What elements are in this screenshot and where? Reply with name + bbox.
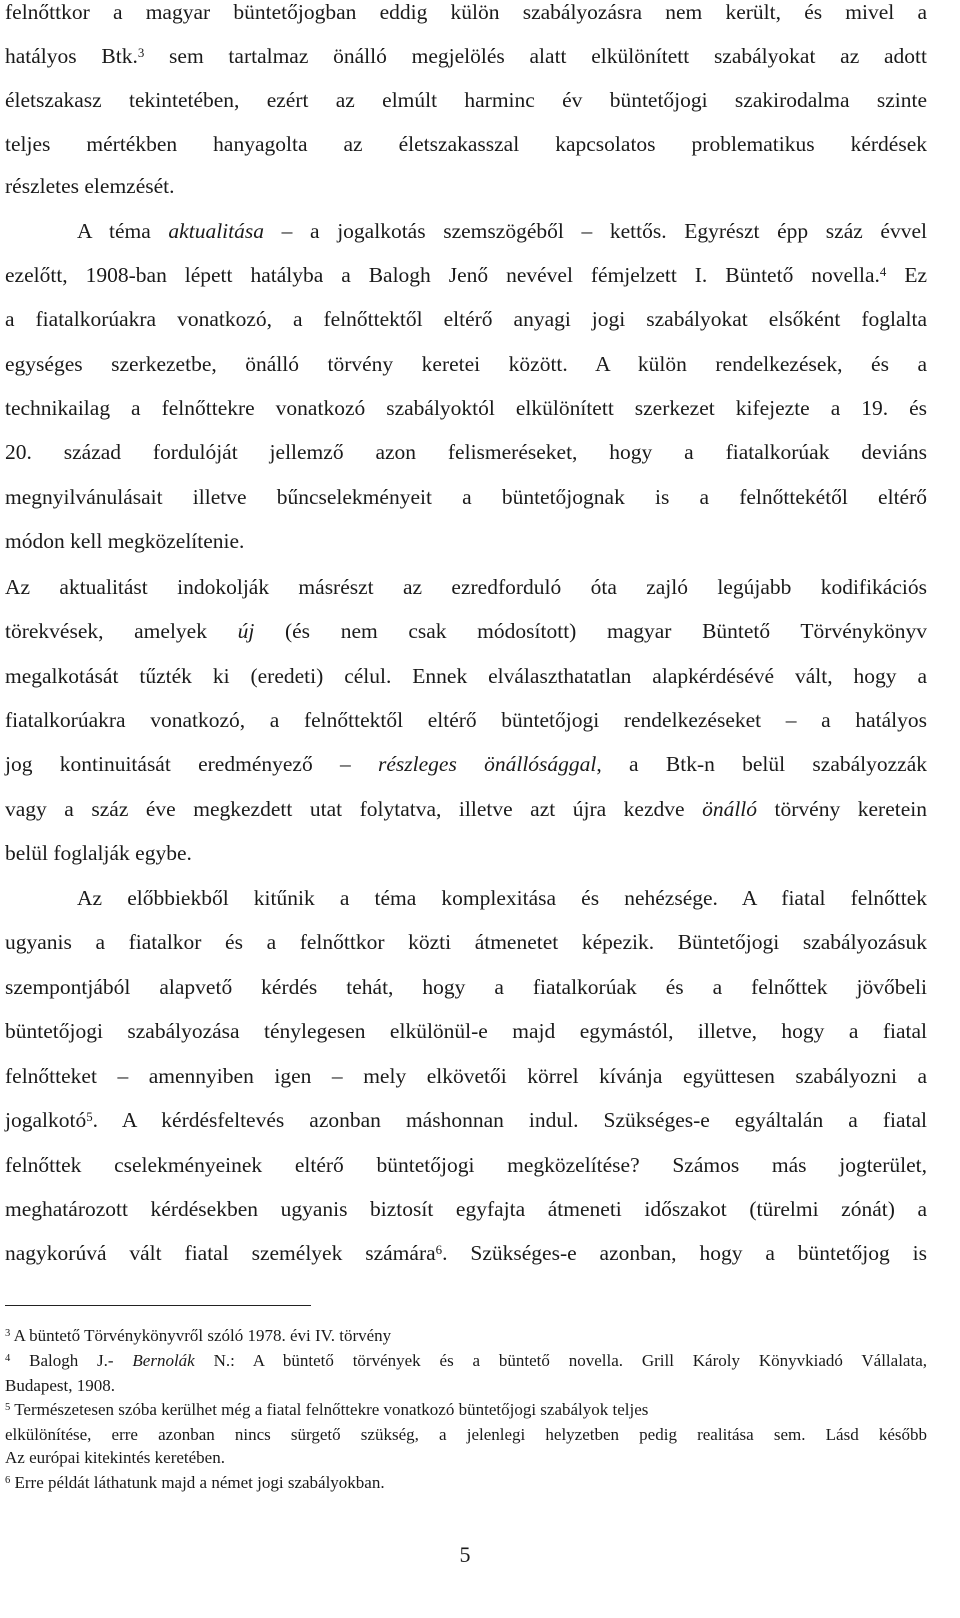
text: nagykorúvá vált fiatal személyek számára bbox=[5, 1241, 436, 1265]
emphasis: Bernolák bbox=[132, 1351, 195, 1370]
body-line bbox=[5, 1015, 927, 1047]
body-line bbox=[5, 170, 927, 202]
body-line bbox=[5, 926, 927, 958]
text: A téma bbox=[77, 219, 169, 243]
body-line bbox=[5, 436, 927, 468]
footnote-separator bbox=[5, 1305, 311, 1306]
body-line bbox=[5, 84, 927, 116]
body-line bbox=[77, 215, 927, 247]
text: ugyanis a fiatalkor és a felnőttkor közti átmenetet képezik. Büntetőjogi szabályozásuk bbox=[5, 930, 927, 954]
footnote-text: Természetesen szóba kerülhet még a fiatal felnőttekre vonatkozó büntetőjogi szabályok teljes bbox=[10, 1400, 649, 1419]
text: Az aktualitást indokolják másrészt az ezredforduló óta zajló legújabb kodifikációs bbox=[5, 575, 927, 599]
text: módon kell megközelítenie. bbox=[5, 529, 245, 553]
text: Az előbbiekből kitűnik a téma komplexitása és nehézsége. A fiatal felnőttek bbox=[77, 886, 927, 910]
body-line bbox=[5, 128, 927, 160]
text: teljes mértékben hanyagolta az életszakasszal kapcsolatos problematikus kérdések bbox=[5, 132, 927, 156]
footnote-number: 6 bbox=[5, 1475, 11, 1487]
body-line bbox=[5, 704, 927, 736]
text: szempontjából alapvető kérdés tehát, hogy a fiatalkorúak és a felnőttek jövőbeli bbox=[5, 975, 927, 999]
footnote-text: A büntető Törvénykönyvről szóló 1978. évi IV. törvény bbox=[10, 1326, 392, 1345]
body-line bbox=[5, 40, 927, 72]
footnote-5-cont bbox=[5, 1424, 927, 1446]
footnote-number: 5 bbox=[5, 1402, 11, 1414]
text: felnőttek cselekményeinek eltérő büntetőjogi megközelítése? Számos más jogterület, bbox=[5, 1153, 927, 1177]
footnote-5-cont bbox=[5, 1447, 927, 1469]
footnote-6 bbox=[5, 1472, 927, 1494]
body-line bbox=[5, 615, 927, 647]
body-line bbox=[5, 1060, 927, 1092]
footnote-ref[interactable]: 5 bbox=[86, 1110, 93, 1125]
text: törekvések, amelyek bbox=[5, 619, 238, 643]
footnote-text: Budapest, 1908. bbox=[5, 1376, 116, 1395]
body-line bbox=[5, 1149, 927, 1181]
footnote-number: 3 bbox=[5, 1328, 11, 1340]
text: életszakasz tekintetében, ezért az elmúlt harminc év büntetőjogi szakirodalma szinte bbox=[5, 88, 927, 112]
text: büntetőjogi szabályozása ténylegesen elkülönül-e majd egymástól, illetve, hogy a fiatal bbox=[5, 1019, 927, 1043]
footnote-ref[interactable]: 6 bbox=[435, 1243, 443, 1258]
footnote-3 bbox=[5, 1325, 927, 1347]
text: fiatalkorúakra vonatkozó, a felnőttektől eltérő büntetőjogi rendelkezéseket – a hatályos bbox=[5, 708, 927, 732]
text: részletes elemzését. bbox=[5, 174, 175, 198]
body-line bbox=[77, 882, 927, 914]
text: Ez bbox=[886, 263, 927, 287]
body-line bbox=[5, 303, 927, 335]
footnote-text: Balogh J.- bbox=[10, 1351, 133, 1370]
emphasis: új bbox=[237, 619, 255, 643]
text: (és nem csak módosított) magyar Büntető Törvénykönyv bbox=[254, 619, 927, 643]
text: meghatározott kérdésekben ugyanis biztosít egyfajta átmeneti időszakot (türelmi zónát) a bbox=[5, 1197, 927, 1221]
emphasis: részleges önállósággal bbox=[378, 752, 597, 776]
footnote-4 bbox=[5, 1350, 927, 1372]
body-line bbox=[5, 793, 927, 825]
body-line bbox=[5, 571, 927, 603]
footnote-text: Az európai kitekintés keretében. bbox=[5, 1448, 225, 1467]
body-line bbox=[5, 392, 927, 424]
text: jogalkotó bbox=[5, 1108, 87, 1132]
footnote-4-cont bbox=[5, 1375, 927, 1397]
text: törvény keretein bbox=[757, 797, 927, 821]
emphasis: önálló bbox=[702, 797, 758, 821]
body-line bbox=[5, 481, 927, 513]
text: sem tartalmaz önálló megjelölés alatt elkülönített szabályokat az adott bbox=[144, 44, 927, 68]
text: , a Btk-n belül szabályozzák bbox=[596, 752, 928, 776]
text: ezelőtt, 1908-ban lépett hatályba a Balogh Jenő nevével fémjelzett I. Büntető novella. bbox=[5, 263, 880, 287]
text: . Szükséges-e azonban, hogy a büntetőjog is bbox=[442, 1241, 927, 1265]
footnote-text: Erre példát láthatunk majd a német jogi szabályokban. bbox=[10, 1473, 385, 1492]
text: vagy a száz éve megkezdett utat folytatva, illetve azt újra kezdve bbox=[5, 797, 703, 821]
text: felnőtteket – amennyiben igen – mely elkövetői körrel kívánja együttesen szabályozni a bbox=[5, 1064, 927, 1088]
text: a fiatalkorúakra vonatkozó, a felnőttektől eltérő anyagi jogi szabályokat elsőként foglalta bbox=[5, 307, 927, 331]
body-line bbox=[5, 971, 927, 1003]
text: . A kérdésfeltevés azonban máshonnan indul. Szükséges-e egyáltalán a fiatal bbox=[92, 1108, 927, 1132]
text: megnyilvánulásait illetve bűncselekményeit a büntetőjognak is a felnőttekétől eltérő bbox=[5, 485, 927, 509]
body-line bbox=[5, 1237, 927, 1269]
text: jog kontinuitását eredményező – bbox=[5, 752, 379, 776]
text: hatályos Btk. bbox=[5, 44, 138, 68]
page-number: 5 bbox=[459, 1542, 471, 1567]
footnote-5 bbox=[5, 1399, 927, 1421]
body-line bbox=[5, 1193, 927, 1225]
body-line bbox=[5, 660, 927, 692]
text: 20. század fordulóját jellemző azon felismeréseket, hogy a fiatalkorúak deviáns bbox=[5, 440, 927, 464]
text: belül foglalják egybe. bbox=[5, 841, 192, 865]
footnote-ref[interactable]: 4 bbox=[879, 265, 887, 280]
text: felnőttkor a magyar büntetőjogban eddig külön szabályozásra nem került, és mivel a bbox=[5, 0, 927, 24]
body-line bbox=[5, 259, 927, 291]
footnote-text: elkülönítése, erre azonban nincs sürgető szükség, a jelenlegi helyzetben pedig realitása sem. Lásd később bbox=[5, 1425, 927, 1444]
footnote-number: 4 bbox=[5, 1353, 11, 1365]
body-line bbox=[5, 837, 927, 869]
footnote-text: N.: A büntető törvények és a büntető novella. Grill Károly Könyvkiadó Vállalata, bbox=[194, 1351, 927, 1370]
footnote-ref[interactable]: 3 bbox=[137, 46, 145, 61]
text: technikailag a felnőttekre vonatkozó szabályoktól elkülönített szerkezet kifejezte a 19. és bbox=[5, 396, 927, 420]
body-line bbox=[5, 1104, 927, 1136]
text: megalkotását tűzték ki (eredeti) célul. Ennek elválaszthatatlan alapkérdésévé vált, hogy a bbox=[5, 664, 927, 688]
emphasis: aktualitása bbox=[168, 219, 264, 243]
body-line bbox=[5, 748, 927, 780]
body-line bbox=[5, 348, 927, 380]
body-line bbox=[5, 525, 927, 557]
text: egységes szerkezetbe, önálló törvény keretei között. A külön rendelkezések, és a bbox=[5, 352, 927, 376]
body-line bbox=[5, 0, 927, 28]
text: – a jogalkotás szemszögéből – kettős. Egyrészt épp száz évvel bbox=[263, 219, 927, 243]
